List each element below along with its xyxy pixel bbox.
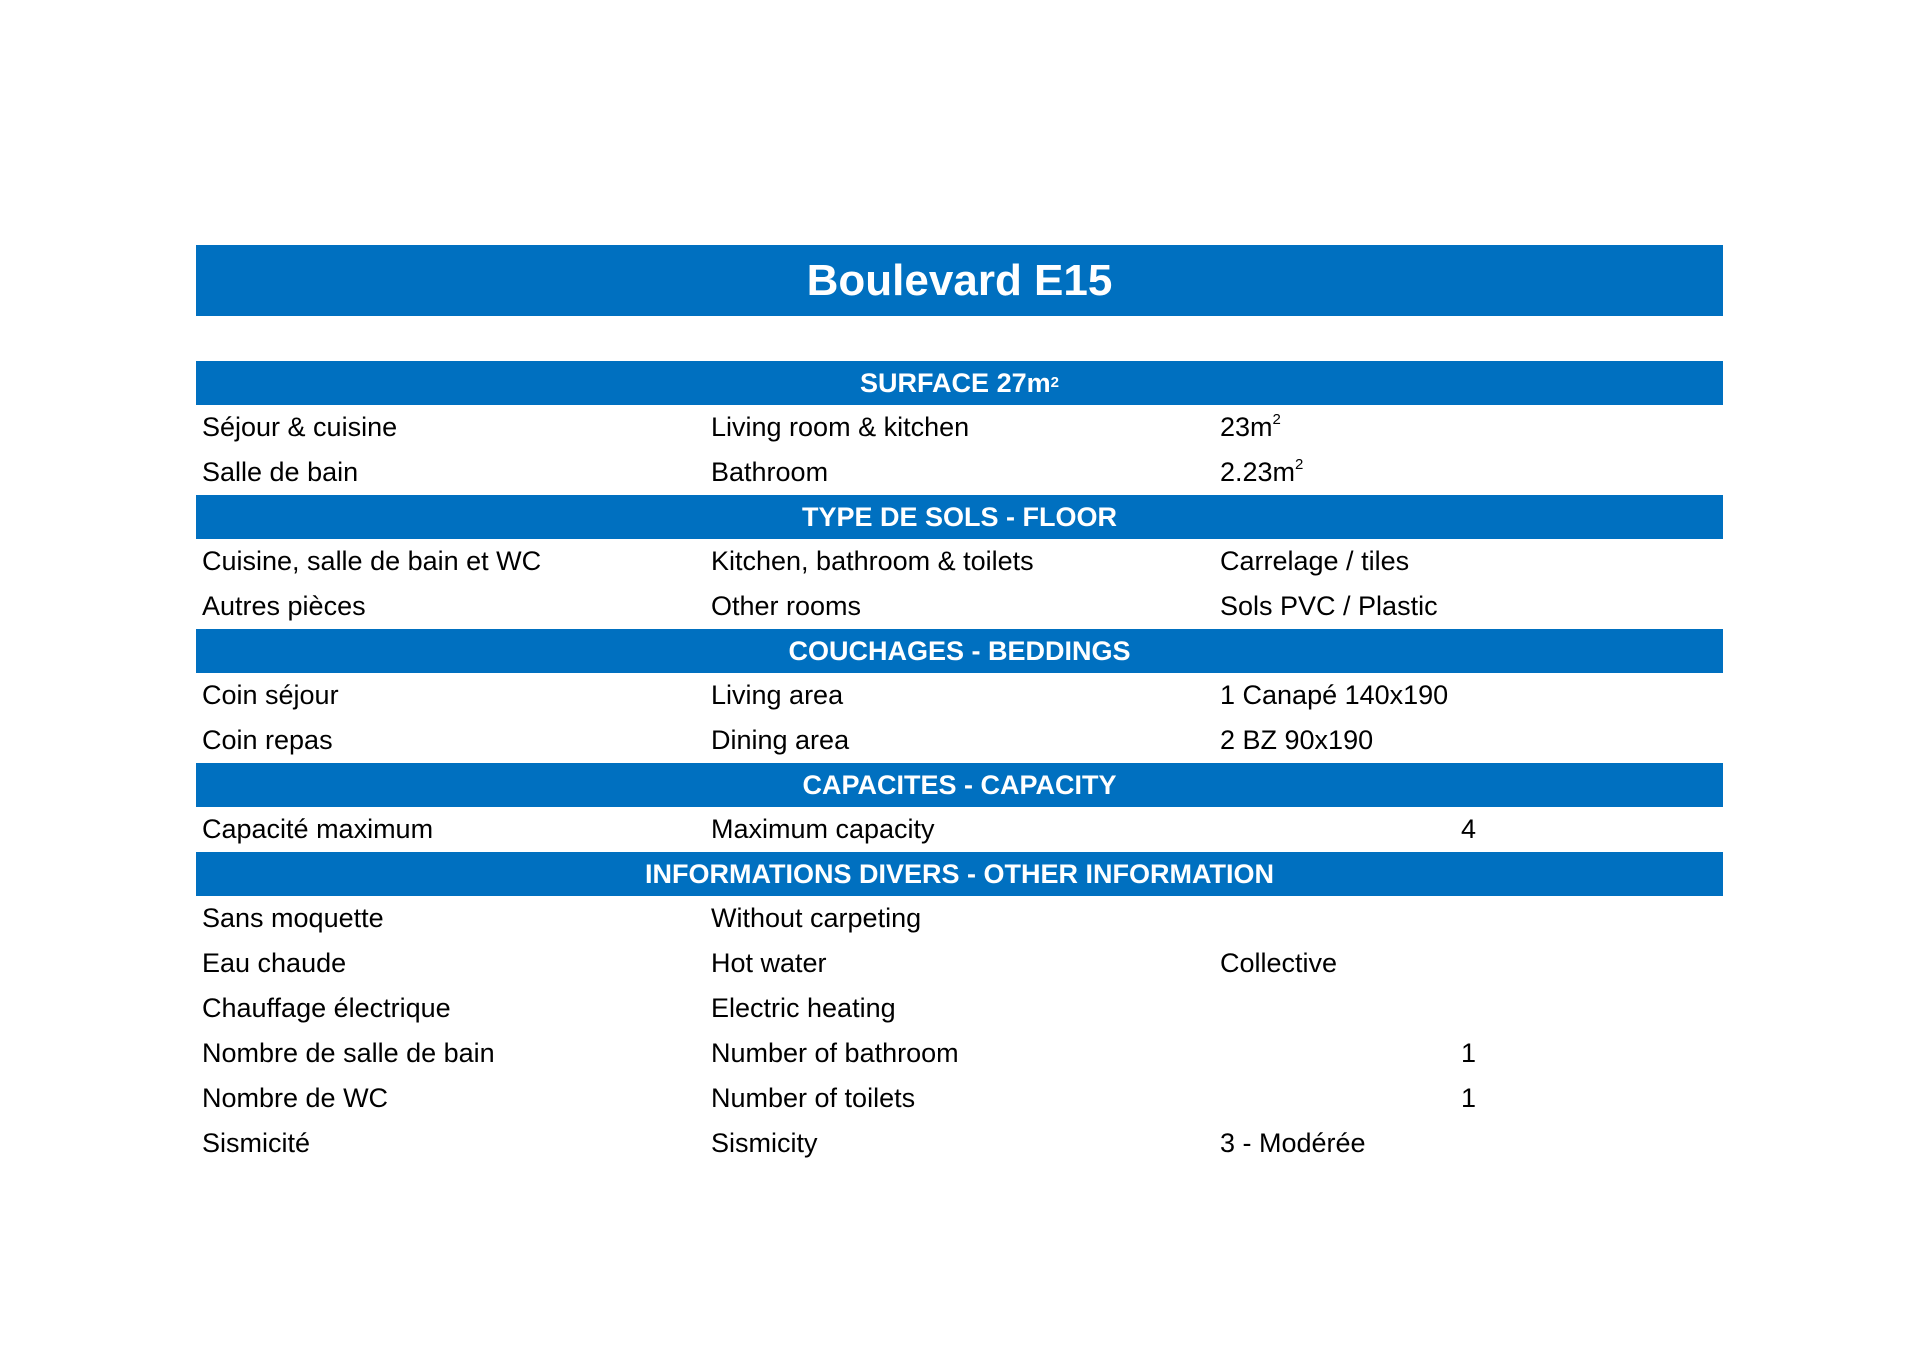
french-label: Salle de bain [202,457,359,487]
value-text: Carrelage / tiles [1220,546,1410,576]
table-row [196,405,1723,450]
english-label: Sismicity [711,1128,818,1158]
french-label: Cuisine, salle de bain et WC [202,546,542,576]
french-label: Coin séjour [202,680,339,710]
value-text: Collective [1220,948,1338,978]
english-label: Living room & kitchen [711,412,970,442]
french-label: Sans moquette [202,903,384,933]
number-value: 1 [1461,1083,1477,1113]
section-heading: INFORMATIONS DIVERS - OTHER INFORMATION [645,858,1274,889]
section-heading: SURFACE 27m [860,367,1051,398]
spec-sheet [196,245,1723,1166]
english-label: Electric heating [711,993,896,1023]
english-label: Other rooms [711,591,862,621]
value-superscript: 2 [1295,456,1304,473]
value-cell [1220,680,1448,711]
value-text: Sols PVC / Plastic [1220,591,1438,621]
table-row [196,584,1723,629]
value-cell [1220,1128,1366,1159]
value-text: 2 BZ 90x190 [1220,725,1374,755]
english-label: Number of bathroom [711,1038,959,1068]
value-cell [1220,457,1303,488]
page-title: Boulevard E15 [806,255,1113,305]
table-row [196,986,1723,1031]
section-heading: CAPACITES - CAPACITY [802,769,1117,800]
value-cell [1220,546,1409,577]
french-label: Sismicité [202,1128,311,1158]
english-label: Living area [711,680,844,710]
english-label: Number of toilets [711,1083,916,1113]
section-header [196,763,1723,807]
french-label: Eau chaude [202,948,347,978]
table-row [196,539,1723,584]
table-row [196,673,1723,718]
section-header [196,629,1723,673]
table-row [196,1121,1723,1166]
english-label: Hot water [711,948,827,978]
number-value: 1 [1461,1038,1477,1068]
table-row [196,718,1723,763]
section-header [196,852,1723,896]
value-cell [1220,725,1373,756]
value-cell [1220,948,1337,979]
section-heading: COUCHAGES - BEDDINGS [788,635,1131,666]
english-label: Without carpeting [711,903,922,933]
value-text: 2.23m [1220,457,1296,487]
english-label: Bathroom [711,457,829,487]
section-header: SURFACE 27m 2 [196,361,1723,405]
value-text: 1 Canapé 140x190 [1220,680,1449,710]
value-cell [1220,412,1281,443]
french-label: Autres pièces [202,591,366,621]
french-label: Séjour & cuisine [202,412,398,442]
english-label: Kitchen, bathroom & toilets [711,546,1034,576]
french-label: Coin repas [202,725,333,755]
french-label: Nombre de salle de bain [202,1038,495,1068]
table-row [196,450,1723,495]
english-label: Maximum capacity [711,814,935,844]
section-header [196,495,1723,539]
value-cell [1220,591,1438,622]
title-bar [196,245,1723,316]
french-label: Nombre de WC [202,1083,389,1113]
value-text: 3 - Modérée [1220,1128,1366,1158]
french-label: Capacité maximum [202,814,434,844]
number-value: 4 [1461,814,1477,844]
table-row [196,896,1723,941]
table-row [196,807,1723,852]
french-label: Chauffage électrique [202,993,451,1023]
table-row [196,1031,1723,1076]
section-heading: TYPE DE SOLS - FLOOR [801,501,1118,532]
value-superscript: 2 [1272,411,1281,428]
table-row [196,941,1723,986]
value-text: 23m [1220,412,1273,442]
english-label: Dining area [711,725,850,755]
sections-container [196,361,1723,1166]
table-row [196,1076,1723,1121]
